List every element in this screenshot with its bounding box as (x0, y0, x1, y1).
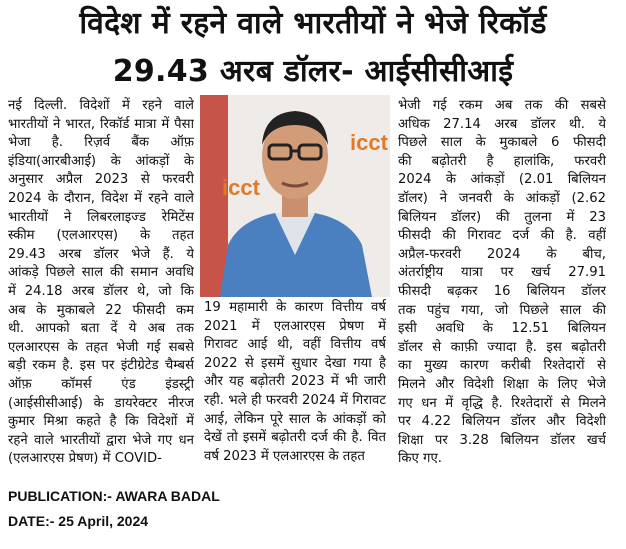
article-line: आंकड़े पिछले साल की समान अवधि (8, 265, 194, 281)
article-line: फीसदी की गिरावट दर्ज की है. वहीं (398, 228, 606, 244)
article-line: ऑफ़ कॉमर्स एंड इंडस्ट्री (8, 376, 194, 392)
article-line: इंडिया(आरबीआई) के आंकड़ों के (8, 153, 194, 169)
article-line: रही. भले ही फरवरी 2024 में गिरावट (204, 392, 386, 408)
article-line: पिछले साल के मुकाबले 6 फीसदी (398, 135, 606, 151)
article-line: 2022 से इसमें सुधार देखा गया है (204, 355, 386, 371)
article-line: कुमार मिश्रा कहते है कि विदेशों में (8, 414, 194, 430)
article-line: रहने वाले भारतीयों द्वारा भेजे गए धन (8, 432, 194, 448)
article-line: किए गए. (398, 451, 442, 467)
article-line: बड़ी रकम है. इस पर इंटीग्रेटेड चैम्बर्स (8, 358, 194, 374)
article-line: का मुख्य कारण करीबी रिश्तेदारों से (398, 358, 606, 374)
article-line: अधिक 27.14 अरब डॉलर थी. ये (398, 116, 606, 132)
article-line: और यह बढ़ोतरी 2023 में भी जारी (204, 374, 386, 390)
article-line: (एलआरएस प्रेषण) में COVID- (8, 451, 162, 467)
article-line: स्कीम (एलआरएस) के तहत (8, 228, 194, 244)
article-line: भेजा है. रिज़र्व बैंक ऑफ़ (8, 135, 194, 151)
article-line: 2024 के आंकड़ों (2.01 बिलियन (398, 172, 606, 188)
article-line: वर्ष 2023 में एलआरएस के तहत (204, 448, 365, 464)
article-line: अनुसार अप्रैल 2023 से फरवरी (8, 172, 194, 188)
article-line: की बढ़ोतरी है हालांकि, फरवरी (398, 153, 606, 169)
article-line: आई, लेकिन पूरे साल के आंकड़ों को (204, 411, 386, 427)
article-line: इसी अवधि के 12.51 बिलियन (398, 321, 606, 337)
article-line: तक पहुंच गया, जो पिछले साल की (398, 302, 606, 318)
publication-label: PUBLICATION:- AWARA BADAL (8, 488, 220, 504)
article-line: 2021 में एलआरएस प्रेषण में (204, 318, 386, 334)
article-line: पर 4.22 बिलियन डॉलर और विदेशी (398, 414, 606, 430)
article-column-3 (398, 97, 606, 469)
article-line: नई दिल्ली. विदेशों में रहने वाले (8, 98, 194, 113)
article-line: शिक्षा पर 3.28 बिलियन डॉलर खर्च (398, 432, 606, 448)
headline-line-1: विदेश में रहने वाले भारतीयों ने भेजे रिकॉर्ड (79, 6, 547, 41)
article-line: अप्रैल-फरवरी 2024 के बीच, (398, 246, 606, 262)
article-line: भारतीयों ने भारत, रिकॉर्ड मात्रा में पैसा (8, 116, 194, 132)
article-column-2 (204, 299, 386, 466)
article-line: एलआरएस के तहत भेजी गई सबसे (8, 339, 194, 355)
article-column-1 (8, 97, 194, 469)
portrait-photo (200, 95, 390, 297)
article-line: गए धन में वृद्धि है. रिश्तेदारों से मिलने (398, 395, 606, 411)
article-line: गिरावट आई थी, वहीं वित्तीय वर्ष (204, 337, 386, 353)
article-line: 2024 के दौरान, विदेश में रहने वाले (8, 190, 194, 206)
headline-line-2: 29.43 अरब डॉलर- आईसीसीआई (112, 54, 514, 89)
article-line: डॉलर से काफ़ी ज्यादा है. इस बढ़ोतरी (398, 339, 606, 355)
article-line: डॉलर) ने जनवरी के आंकड़ों (2.62 (398, 190, 606, 206)
article-line: बिलियन डॉलर) की तुलना में 23 (398, 209, 606, 225)
article-line: फीसदी बढ़कर 16 बिलियन डॉलर (398, 283, 606, 299)
article-line: मिलने और विदेशी शिक्षा के लिए भेजे (398, 376, 606, 392)
logo-text-2: icct (222, 175, 260, 200)
article-line: 29.43 अरब डॉलर भेजे हैं. ये (8, 246, 194, 262)
date-label: DATE:- 25 April, 2024 (8, 513, 149, 529)
logo-text: icct (350, 130, 388, 155)
article-line: थी. आपको बता दें ये अब तक (8, 321, 194, 337)
article-line: देखें तो इसमें बढ़ोतरी दर्ज की है. वित (204, 430, 386, 446)
article-line: अंतर्राष्ट्रीय यात्रा पर खर्च 27.91 (398, 265, 606, 281)
article-line: में 24.18 अरब डॉलर थे, जो कि (8, 283, 194, 299)
article-line: भारतीयों ने लिबरलाइज्ड रेमिटेंस (8, 209, 194, 225)
article-line: भेजी गई रकम अब तक की सबसे (398, 98, 606, 113)
article-line: अब के मुकाबले 22 फीसदी कम (8, 302, 194, 318)
article-line: 19 महामारी के कारण वित्तीय वर्ष (204, 300, 386, 315)
article-line: (आईसीसीआई) के डायरेक्टर नीरज (8, 395, 194, 411)
